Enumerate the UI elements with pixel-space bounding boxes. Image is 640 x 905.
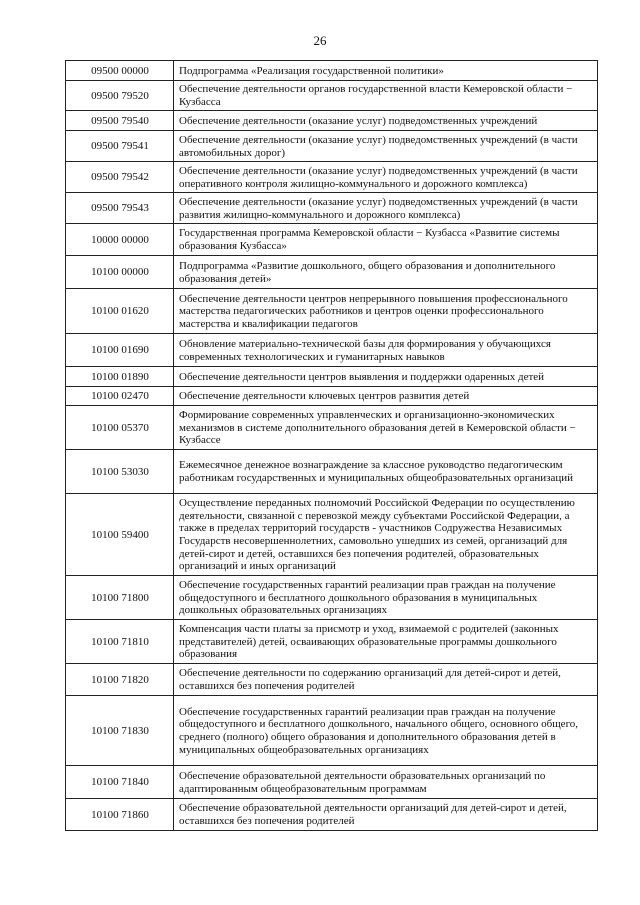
table-row [66,664,598,696]
row-code: 09500 79520 [66,81,174,111]
row-description: Обеспечение деятельности (оказание услуг) подведомственных учреждений [174,111,598,131]
table-row [66,450,598,494]
table-row [66,334,598,367]
table-row [66,131,598,162]
table-row [66,620,598,664]
table-row [66,576,598,620]
row-code: 10100 59400 [66,494,174,576]
row-description: Государственная программа Кемеровской области − Кузбасса «Развитие системы образования Кузбасса» [174,224,598,256]
table-body [66,61,598,831]
row-description: Обеспечение деятельности ключевых центров развития детей [174,387,598,406]
row-code: 09500 00000 [66,61,174,81]
row-description: Обеспечение образовательной деятельности организаций для детей-сирот и детей, оставшихся без попечения родителей [174,799,598,831]
row-code: 10100 02470 [66,387,174,406]
row-description: Обеспечение деятельности (оказание услуг) подведомственных учреждений (в части оперативного контроля жилищно-коммунального и дорожного комплекса) [174,162,598,193]
row-code: 10100 71860 [66,799,174,831]
row-code: 09500 79540 [66,111,174,131]
row-code: 09500 79543 [66,193,174,224]
table-row [66,406,598,450]
table-row [66,111,598,131]
row-code: 10100 01620 [66,289,174,334]
row-code: 09500 79542 [66,162,174,193]
row-code: 10100 53030 [66,450,174,494]
page-number: 26 [313,33,327,48]
row-code: 10000 00000 [66,224,174,256]
table-row [66,224,598,256]
table-row [66,162,598,193]
table-row [66,289,598,334]
table-row [66,81,598,111]
row-description: Обеспечение деятельности центров непрерывного повышения профессионального мастерства педагогических работников и центров оценки профессионального мастерства и квалификации педагогов [174,289,598,334]
row-description: Обеспечение образовательной деятельности образовательных организаций по адаптированным общеобразовательным программам [174,766,598,799]
row-description: Обновление материально-технической базы для формирования у обучающихся современных технологических и гуманитарных навыков [174,334,598,367]
row-description: Обеспечение деятельности центров выявления и поддержки одаренных детей [174,367,598,387]
table-row [66,256,598,289]
table-row [66,494,598,576]
table-row [66,799,598,831]
table-row [66,367,598,387]
row-description: Обеспечение государственных гарантий реализации прав граждан на получение общедоступного и бесплатного дошкольного образования в муниципальных дошкольных образовательных организациях [174,576,598,620]
row-code: 10100 71830 [66,696,174,766]
row-description: Обеспечение деятельности (оказание услуг) подведомственных учреждений (в части автомобильных дорог) [174,131,598,162]
row-description: Обеспечение деятельности (оказание услуг) подведомственных учреждений (в части развития жилищно-коммунального и дорожного комплекса) [174,193,598,224]
table-row [66,61,598,81]
row-description: Компенсация части платы за присмотр и уход, взимаемой с родителей (законных представителей) детей, осваивающих образовательные программы дошкольного образования [174,620,598,664]
row-description: Подпрограмма «Реализация государственной политики» [174,61,598,81]
table-row [66,387,598,406]
row-code: 10100 71810 [66,620,174,664]
budget-classification-table [65,60,598,831]
table-row [66,766,598,799]
row-code: 10100 05370 [66,406,174,450]
row-description: Осуществление переданных полномочий Российской Федерации по осуществлению деятельности, связанной с перевозкой между субъектами Российской Федерации, а также в пределах территорий государств - участников Содружества Независимых Государств несовершеннолетних, самовольно ушедших из семей, организаций для детей-сирот и детей, оставшихся без попечения родителей, образовательных организаций и иных организаций [174,494,598,576]
row-description: Обеспечение деятельности по содержанию организаций для детей-сирот и детей, оставшихся без попечения родителей [174,664,598,696]
row-code: 10100 71800 [66,576,174,620]
table-row [66,696,598,766]
row-code: 10100 00000 [66,256,174,289]
row-description: Формирование современных управленческих и организационно-экономических механизмов в системе дополнительного образования детей в Кемеровской области − Кузбассе [174,406,598,450]
row-code: 10100 71820 [66,664,174,696]
row-description: Подпрограмма «Развитие дошкольного, общего образования и дополнительного образования детей» [174,256,598,289]
row-code: 09500 79541 [66,131,174,162]
row-description: Обеспечение деятельности органов государственной власти Кемеровской области − Кузбасса [174,81,598,111]
row-code: 10100 01690 [66,334,174,367]
row-description: Ежемесячное денежное вознаграждение за классное руководство педагогическим работникам государственных и муниципальных общеобразовательных организаций [174,450,598,494]
table-row [66,193,598,224]
row-description: Обеспечение государственных гарантий реализации прав граждан на получение общедоступного и бесплатного дошкольного, начального общего, основного общего, среднего (полного) общего образования и дополнительного образования детей в муниципальных общеобразовательных организациях [174,696,598,766]
row-code: 10100 01890 [66,367,174,387]
row-code: 10100 71840 [66,766,174,799]
